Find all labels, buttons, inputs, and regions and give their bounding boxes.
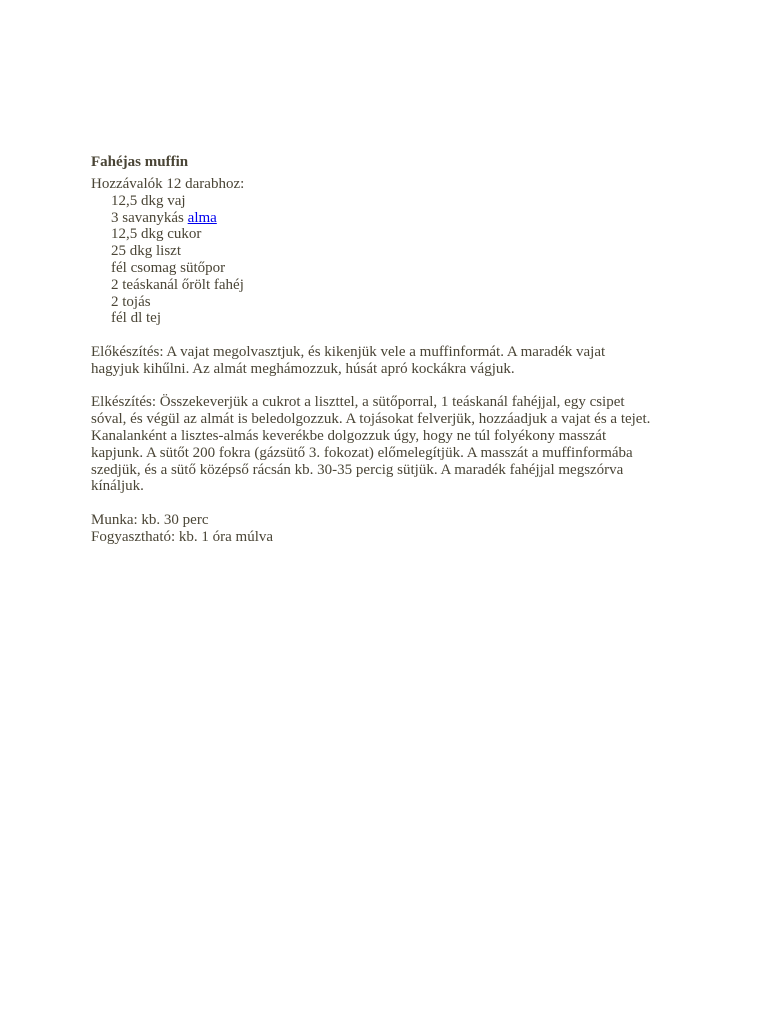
ingredients-intro: Hozzávalók 12 darabhoz: [91,176,245,192]
preparation-line: Előkészítés: A vajat megolvasztjuk, és kikenjük vele a muffinformát. A maradék vajat [91,343,606,360]
ingredient-item [111,210,691,227]
ingredient-item [111,310,691,327]
ingredient-text: 12,5 dkg vaj [111,192,186,209]
work-time: Munka: kb. 30 perc [91,511,209,528]
method-line: Kanalanként a lisztes-almás keverékbe dolgozzuk úgy, hogy ne túl folyékony masszát [91,427,607,444]
ingredient-item [111,226,691,243]
recipe-document [91,153,691,546]
preparation-line: hagyjuk kihűlni. Az almát meghámozzuk, húsát apró kockákra vágjuk. [91,360,515,377]
ingredient-text: 3 savanykás [111,209,188,226]
method-line: kínáljuk. [91,478,144,495]
ingredient-item [111,243,691,260]
method-line: szedjük, és a sütő középső rácsán kb. 30-35 percig sütjük. A maradék fahéjjal megszórva [91,461,624,478]
ingredient-text: 12,5 dkg cukor [111,226,202,243]
preparation-paragraph [91,344,691,378]
recipe-title: Fahéjas muffin [91,154,189,170]
ingredient-text: fél dl tej [111,310,161,327]
ingredient-item [111,277,691,294]
ingredients-list [91,193,691,327]
ingredient-item [111,294,691,311]
ingredient-text: fél csomag sütőpor [111,259,226,276]
ingredient-link-alma[interactable]: alma [187,209,217,226]
ingredient-text: 2 teáskanál őrölt fahéj [111,276,244,293]
serve-time: Fogyasztható: kb. 1 óra múlva [91,528,274,545]
method-paragraph [91,394,691,495]
ingredient-item [111,193,691,210]
ingredient-item [111,260,691,277]
footer-info [91,512,691,546]
ingredient-text: 25 dkg liszt [111,243,181,260]
method-line: Elkészítés: Összekeverjük a cukrot a liszttel, a sütőporral, 1 teáskanál fahéjjal, egy csipet [91,394,625,411]
ingredient-text: 2 tojás [111,293,151,310]
method-line: sóval, és végül az almát is beledolgozzuk. A tojásokat felverjük, hozzáadjuk a vajat és a tejet. [91,411,651,428]
method-line: kapjunk. A sütőt 200 fokra (gázsütő 3. fokozat) előmelegítjük. A masszát a muffinformába [91,444,633,461]
